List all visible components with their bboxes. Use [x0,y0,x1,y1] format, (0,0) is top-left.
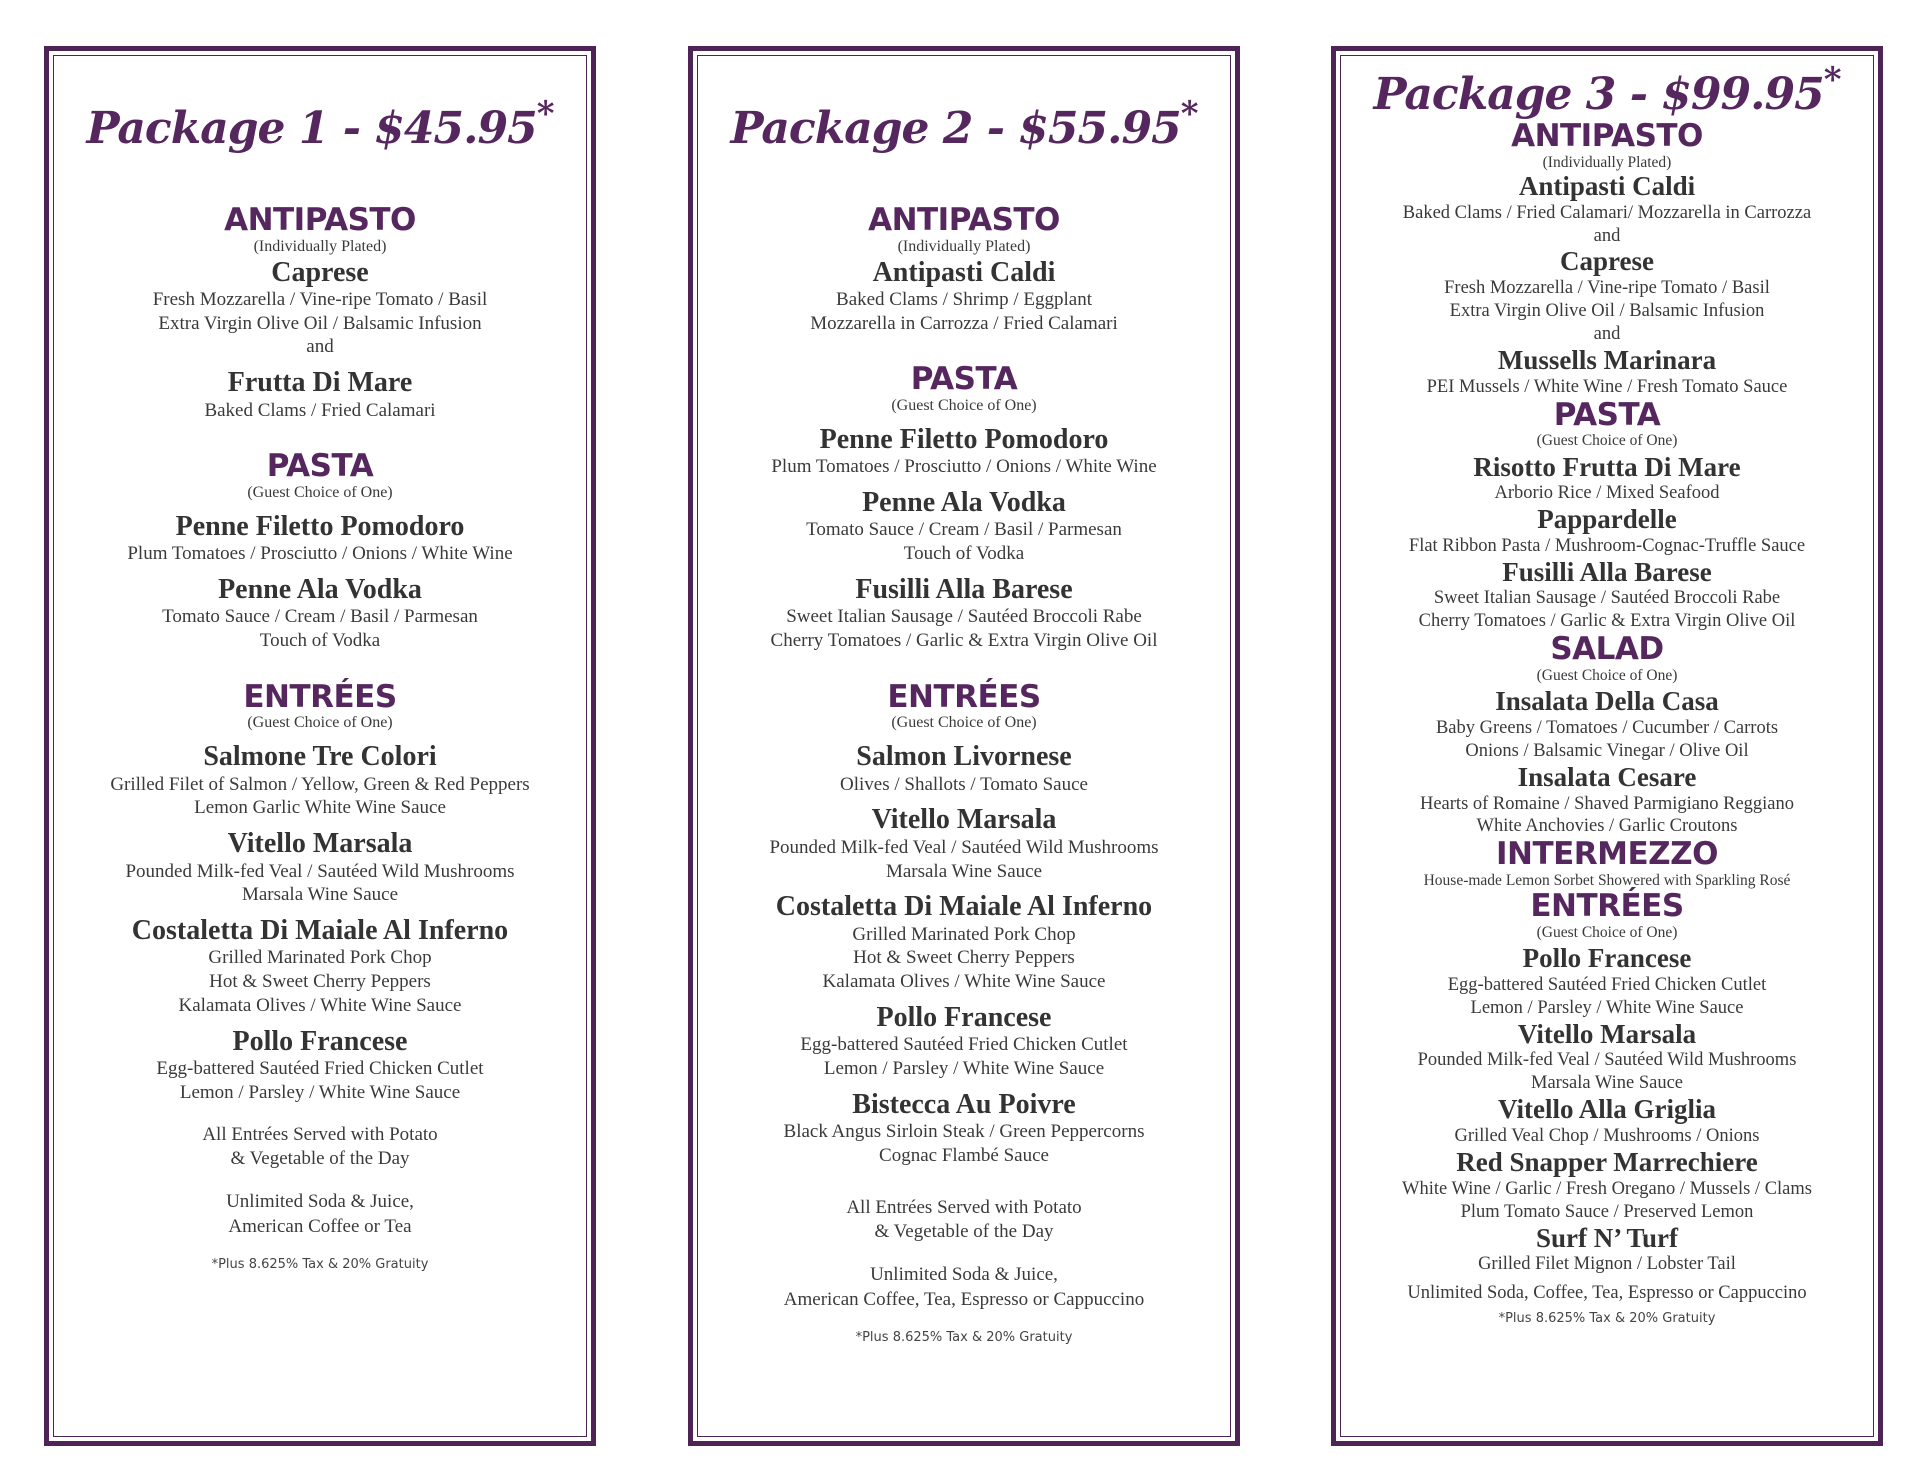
dish-name: Costaletta Di Maiale Al Inferno [131,915,509,947]
package-2-panel [688,46,1240,1446]
dish-description: Fresh Mozzarella / Vine-ripe Tomato / Basil [152,288,488,310]
pasta-heading: PASTA [266,448,374,485]
package-3-inner-border [1340,55,1874,1437]
package-1-title-text: Package 1 - $45.95 [86,103,537,154]
dish-description: Cherry Tomatoes / Garlic & Extra Virgin Olive Oil [770,630,1158,652]
dish-name: Pappardelle [1537,504,1677,535]
dish-name: Mussells Marinara [1497,344,1717,375]
sides-note: & Vegetable of the Day [874,1221,1054,1243]
entrees-subheading: (Guest Choice of One) [1536,923,1678,941]
dish-name: Vitello Marsala [1517,1018,1697,1049]
entrees-heading: ENTRÉES [243,678,397,715]
antipasto-heading: ANTIPASTO [868,202,1060,238]
dish-description: Grilled Marinated Pork Chop [852,923,1076,945]
dish-description: Lemon / Parsley / White Wine Sauce [823,1058,1105,1080]
dish-description: Sweet Italian Sausage / Sautéed Broccoli Rabe [1433,588,1781,609]
dish-description: Baked Clams / Shrimp / Eggplant [836,288,1092,310]
dish-description: Mozzarella in Carrozza / Fried Calamari [810,312,1118,334]
dish-description: Onions / Balsamic Vinegar / Olive Oil [1465,740,1749,761]
salad-heading: SALAD [1550,631,1664,668]
dish-description: Marsala Wine Sauce [1531,1073,1683,1094]
dish-description: Touch of Vodka [903,543,1025,565]
dish-description: Grilled Marinated Pork Chop [208,947,432,969]
dish-description: Plum Tomato Sauce / Preserved Lemon [1460,1201,1754,1222]
package-2-asterisk: * [1180,94,1198,134]
package-1-inner-border [53,55,587,1437]
dish-description: Lemon Garlic White Wine Sauce [194,797,446,819]
dish-name: Vitello Marsala [227,828,413,860]
dish-description: Arborio Rice / Mixed Seafood [1494,483,1720,504]
package-1-title [54,94,586,154]
dish-name: Penne Filetto Pomodoro [175,510,465,542]
beverage-note: Unlimited Soda & Juice, [870,1264,1058,1285]
package-2-inner-border [697,55,1231,1437]
antipasto-heading: ANTIPASTO [1511,118,1703,154]
dish-name: Pollo Francese [1522,943,1692,974]
pasta-heading: PASTA [1553,396,1661,433]
beverage-note: Unlimited Soda, Coffee, Tea, Espresso or Cappuccino [1407,1283,1807,1304]
dish-description: Grilled Filet Mignon / Lobster Tail [1478,1254,1736,1275]
entrees-heading: ENTRÉES [1530,888,1684,925]
dish-description: Grilled Filet of Salmon / Yellow, Green & Red Peppers [110,773,530,795]
dish-name: Penne Ala Vodka [862,487,1066,519]
dish-description: Egg-battered Sautéed Fried Chicken Cutlet [1447,974,1767,995]
dish-description: Plum Tomatoes / Prosciutto / Onions / White Wine [771,456,1157,478]
dish-description: Touch of Vodka [259,630,381,652]
package-2-title-text: Package 2 - $55.95 [730,103,1181,154]
dish-name: Fusilli Alla Barese [1502,556,1712,587]
dish-description: Hearts of Romaine / Shaved Parmigiano Reggiano [1419,793,1795,814]
intermezzo-description: House-made Lemon Sorbet Showered with Sparkling Rosé [1423,871,1791,889]
package-1-asterisk: * [536,94,554,134]
dish-description: Hot & Sweet Cherry Peppers [853,947,1075,969]
entrees-subheading: (Guest Choice of One) [247,714,393,732]
pasta-subheading: (Guest Choice of One) [1536,432,1678,450]
entrees-subheading: (Guest Choice of One) [891,714,1037,732]
antipasto-subheading: (Individually Plated) [253,237,387,255]
pasta-heading: PASTA [910,361,1018,398]
dish-name: Red Snapper Marrechiere [1456,1146,1758,1177]
dish-name: Bistecca Au Poivre [852,1088,1076,1120]
and-separator: and [1593,324,1621,345]
dish-name: Pollo Francese [876,1001,1052,1033]
dish-description: Tomato Sauce / Cream / Basil / Parmesan [806,519,1122,541]
dish-description: White Anchovies / Garlic Croutons [1476,816,1738,837]
entrees-heading: ENTRÉES [887,678,1041,715]
dish-description: Cherry Tomatoes / Garlic & Extra Virgin Olive Oil [1418,611,1796,632]
dish-description: Tomato Sauce / Cream / Basil / Parmesan [162,606,478,628]
dish-name: Insalata Cesare [1517,761,1697,792]
dish-description: Extra Virgin Olive Oil / Balsamic Infusion [158,312,482,334]
dish-description: Olives / Shallots / Tomato Sauce [840,773,1088,795]
dish-description: Baked Clams / Fried Calamari [204,399,436,421]
dish-name: Caprese [271,256,369,288]
beverage-note: American Coffee, Tea, Espresso or Cappuccino [783,1288,1145,1310]
dish-description: PEI Mussels / White Wine / Fresh Tomato Sauce [1426,376,1788,397]
dish-name: Salmone Tre Colori [203,741,437,773]
dish-description: Hot & Sweet Cherry Peppers [209,971,431,993]
sides-note: All Entrées Served with Potato [846,1196,1082,1218]
package-2-title [698,94,1230,154]
package-3-title [1341,60,1873,120]
dish-description: Lemon / Parsley / White Wine Sauce [179,1081,461,1103]
pasta-subheading: (Guest Choice of One) [247,483,393,501]
dish-name: Fusilli Alla Barese [855,573,1073,605]
package-3-title-text: Package 3 - $99.95 [1373,69,1824,120]
dish-name: Salmon Livornese [856,741,1072,773]
dish-description: Sweet Italian Sausage / Sautéed Broccoli Rabe [786,606,1142,628]
dish-name: Antipasti Caldi [1518,170,1696,201]
dish-description: Pounded Milk-fed Veal / Sautéed Wild Mushrooms [1417,1050,1797,1071]
package-3-panel [1331,46,1883,1446]
pasta-subheading: (Guest Choice of One) [891,396,1037,414]
dish-description: White Wine / Garlic / Fresh Oregano / Mussels / Clams [1402,1178,1812,1199]
dish-name: Pollo Francese [232,1025,408,1057]
antipasto-heading: ANTIPASTO [224,202,416,238]
dish-description: Grilled Veal Chop / Mushrooms / Onions [1454,1126,1760,1147]
dish-description: Fresh Mozzarella / Vine-ripe Tomato / Basil [1444,278,1770,299]
dish-name: Costaletta Di Maiale Al Inferno [775,891,1153,923]
dish-description: Kalamata Olives / White Wine Sauce [178,994,462,1016]
dish-name: Frutta Di Mare [227,367,413,399]
dish-description: Black Angus Sirloin Steak / Green Peppercorns [783,1121,1145,1143]
dish-description: Pounded Milk-fed Veal / Sautéed Wild Mushrooms [125,860,515,882]
dish-description: Cognac Flambé Sauce [879,1144,1049,1166]
beverage-note: Unlimited Soda & Juice, [226,1190,414,1212]
dish-description: Marsala Wine Sauce [885,860,1043,882]
dish-description: Kalamata Olives / White Wine Sauce [822,971,1106,993]
dish-description: Baby Greens / Tomatoes / Cucumber / Carrots [1435,717,1779,738]
tax-gratuity-footnote: *Plus 8.625% Tax & 20% Gratuity [1498,1311,1716,1327]
dish-name: Penne Filetto Pomodoro [819,423,1109,455]
tax-gratuity-footnote: *Plus 8.625% Tax & 20% Gratuity [855,1330,1073,1346]
antipasto-subheading: (Individually Plated) [897,237,1031,255]
dish-name: Risotto Frutta Di Mare [1473,451,1741,482]
sides-note: All Entrées Served with Potato [202,1123,438,1145]
intermezzo-heading: INTERMEZZO [1495,836,1718,873]
and-separator: and [306,336,334,358]
dish-name: Insalata Della Casa [1495,686,1719,717]
package-3-asterisk: * [1823,60,1841,100]
dish-description: Baked Clams / Fried Calamari/ Mozzarella in Carrozza [1402,202,1812,223]
package-1-panel [44,46,596,1446]
antipasto-subheading: (Individually Plated) [1542,153,1672,171]
dish-description: Egg-battered Sautéed Fried Chicken Cutlet [156,1058,484,1080]
dish-description: Extra Virgin Olive Oil / Balsamic Infusion [1449,301,1765,322]
and-separator: and [1593,225,1621,246]
dish-name: Penne Ala Vodka [218,573,422,605]
dish-description: Plum Tomatoes / Prosciutto / Onions / White Wine [127,543,513,565]
dish-name: Vitello Alla Griglia [1498,1094,1716,1125]
tax-gratuity-footnote: *Plus 8.625% Tax & 20% Gratuity [211,1257,429,1273]
beverage-note: American Coffee or Tea [228,1215,412,1237]
sides-note: & Vegetable of the Day [230,1148,410,1170]
dish-description: Flat Ribbon Pasta / Mushroom-Cognac-Truffle Sauce [1408,535,1806,556]
salad-subheading: (Guest Choice of One) [1536,666,1678,684]
dish-description: Egg-battered Sautéed Fried Chicken Cutlet [800,1034,1128,1056]
dish-name: Antipasti Caldi [872,256,1056,288]
dish-description: Pounded Milk-fed Veal / Sautéed Wild Mushrooms [769,836,1159,858]
dish-description: Marsala Wine Sauce [241,884,399,906]
dish-name: Vitello Marsala [871,804,1057,836]
dish-name: Surf N’ Turf [1535,1222,1679,1253]
dish-name: Caprese [1560,246,1654,277]
dish-description: Lemon / Parsley / White Wine Sauce [1470,997,1744,1018]
